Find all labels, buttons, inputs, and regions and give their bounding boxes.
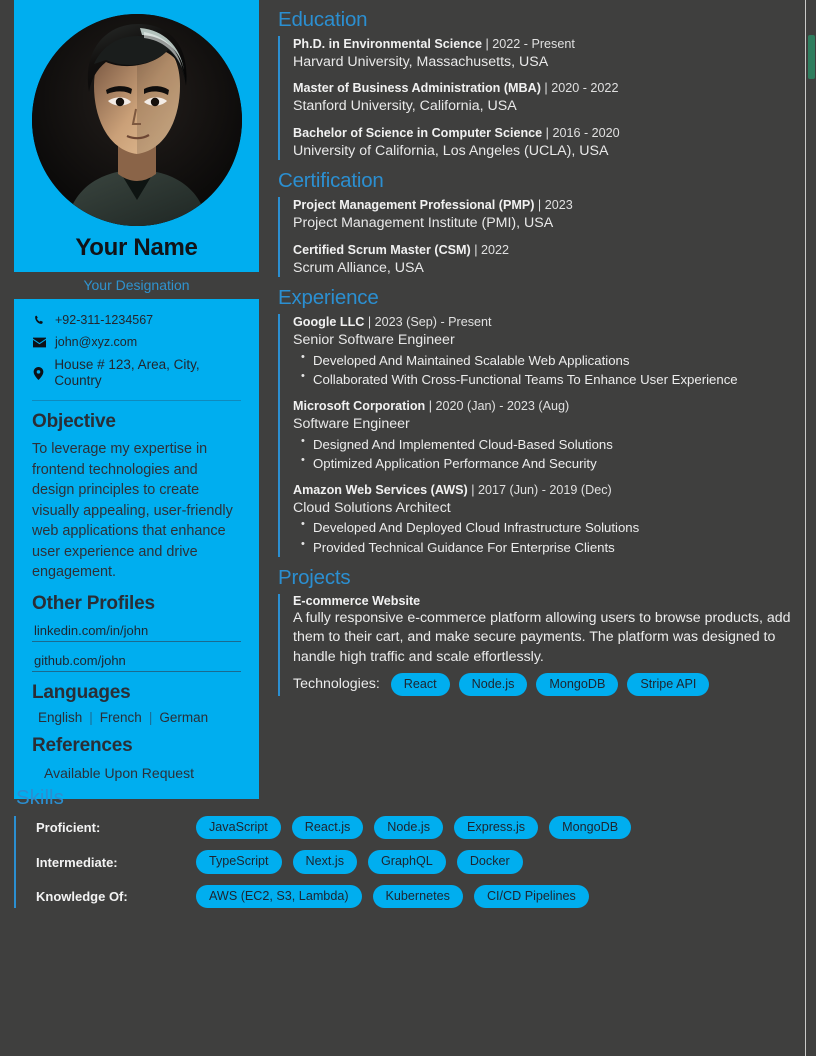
experience-entry: Microsoft Corporation | 2020 (Jan) - 2023 (Aug) Software Engineer • Designed And Implemented Cloud-Based Solutions • Optimized Application Performance And Security — [293, 398, 803, 473]
skill-pill[interactable]: GraphQL — [368, 850, 446, 873]
entry-title: Bachelor of Science in Computer Science — [293, 125, 543, 140]
references-heading: References — [32, 734, 133, 756]
languages-list — [32, 710, 241, 725]
skill-level-label: Knowledge Of: — [36, 889, 128, 905]
language-item: English — [38, 709, 83, 725]
experience-bullets — [293, 518, 803, 556]
entry-dates: 2016 - 2020 — [552, 125, 620, 140]
profile-link-linkedin[interactable]: linkedin.com/in/john — [32, 621, 241, 642]
skill-row-intermediate — [28, 850, 804, 873]
skill-pill[interactable]: AWS (EC2, S3, Lambda) — [196, 885, 362, 908]
skill-level-label: Intermediate: — [36, 854, 118, 870]
education-entry: Master of Business Administration (MBA) | 2020 - 2022 Stanford University, California, USA — [293, 80, 803, 115]
contact-address[interactable] — [32, 357, 241, 389]
tech-pill[interactable]: MongoDB — [536, 673, 618, 696]
designation: Your Designation — [14, 272, 259, 299]
education-entry: Bachelor of Science in Computer Science | 2016 - 2020 University of California, Los Angeles (UCLA), USA — [293, 125, 803, 160]
skill-pill[interactable]: Kubernetes — [373, 885, 463, 908]
skill-pill-group — [196, 885, 589, 908]
user-portrait-photo — [32, 14, 242, 226]
sidebar-body — [14, 299, 259, 799]
phone-icon — [32, 315, 46, 327]
skill-pill[interactable]: Node.js — [374, 816, 443, 839]
phone-value: +92-311-1234567 — [55, 313, 154, 327]
language-item: French — [99, 709, 142, 725]
education-section — [278, 36, 803, 160]
skill-pill[interactable]: JavaScript — [196, 816, 281, 839]
page-right-edge — [805, 0, 806, 1056]
skill-pill[interactable]: TypeScript — [196, 850, 282, 873]
education-heading: Education — [278, 8, 368, 31]
project-description: A fully responsive e-commerce platform allowing users to browse products, add them to their cart, and make secure payments. The platform was designed to handle high traffic and scale effortlessly. — [293, 609, 791, 665]
bullet-item: • Designed And Implemented Cloud-Based Solutions — [293, 435, 803, 454]
skill-pill[interactable]: Docker — [457, 850, 523, 873]
bullet-item: • Provided Technical Guidance For Enterprise Clients — [293, 538, 803, 557]
skill-pill[interactable]: MongoDB — [549, 816, 631, 839]
objective-text: To leverage my expertise in frontend technologies and design principles to create visually appealing, user-friendly web applications that enhance user experience and drive engagement. — [32, 441, 233, 581]
entry-title: Master of Business Administration (MBA) — [293, 81, 541, 96]
languages-heading: Languages — [32, 681, 131, 703]
entry-sub: Cloud Solutions Architect — [293, 499, 451, 516]
experience-bullets — [293, 435, 803, 473]
language-separator: | — [148, 709, 153, 725]
email-value: john@xyz.com — [55, 335, 138, 349]
divider — [32, 400, 241, 401]
entry-title: Ph.D. in Environmental Science — [293, 37, 482, 51]
tech-pill[interactable]: Node.js — [459, 673, 528, 696]
experience-section — [278, 314, 803, 556]
avatar — [32, 14, 242, 226]
entry-sub: Project Management Institute (PMI), USA — [293, 215, 554, 232]
entry-title: Google LLC — [293, 315, 365, 330]
experience-entry: Amazon Web Services (AWS) | 2017 (Jun) - 2019 (Dec) Cloud Solutions Architect • Developed And Deployed Cloud Infrastructure Solutions • Provided Technical Guidance For Enterprise Clients — [293, 482, 803, 557]
language-item: German — [159, 709, 209, 725]
bullet-item: • Optimized Application Performance And Security — [293, 454, 803, 473]
skills-section — [14, 786, 804, 919]
skill-level-label: Proficient: — [36, 820, 101, 836]
entry-title: Amazon Web Services (AWS) — [293, 482, 468, 497]
projects-heading: Projects — [278, 565, 351, 589]
technologies-row — [293, 673, 815, 696]
entry-title: Certified Scrum Master (CSM) — [293, 242, 471, 257]
skills-body — [14, 816, 804, 908]
entry-sub: Stanford University, California, USA — [293, 98, 517, 115]
skill-pill[interactable]: React.js — [292, 816, 364, 839]
entry-dates: 2017 (Jun) - 2019 (Dec) — [478, 482, 612, 497]
skills-heading: Skills — [16, 786, 64, 809]
technologies-label: Technologies: — [293, 676, 380, 693]
skill-row-proficient — [28, 816, 804, 839]
certification-heading: Certification — [278, 169, 384, 193]
contact-phone[interactable] — [32, 313, 241, 328]
bullet-item: • Developed And Maintained Scalable Web Applications — [293, 351, 803, 370]
bullet-item: • Developed And Deployed Cloud Infrastructure Solutions — [293, 518, 803, 537]
bullet-item: • Collaborated With Cross-Functional Teams To Enhance User Experience — [293, 370, 803, 389]
entry-sub: Harvard University, Massachusetts, USA — [293, 53, 549, 70]
experience-entry: Google LLC | 2023 (Sep) - Present Senior Software Engineer • Developed And Maintained Scalable Web Applications • Collaborated With Cross-Functional Teams To Enhance User Experience — [293, 314, 803, 389]
entry-title: Microsoft Corporation — [293, 399, 426, 414]
entry-sub: Software Engineer — [293, 415, 410, 432]
tech-pill[interactable]: React — [391, 673, 450, 696]
skill-row-knowledge — [28, 885, 804, 908]
entry-dates: 2020 - 2022 — [551, 81, 619, 96]
skill-pill-group — [196, 850, 523, 873]
references-text: Available Upon Request — [44, 764, 194, 781]
skill-pill[interactable]: Next.js — [293, 850, 358, 873]
experience-bullets — [293, 351, 803, 389]
other-profiles-heading: Other Profiles — [32, 592, 155, 614]
certification-section — [278, 197, 803, 277]
skill-pill[interactable]: Express.js — [454, 816, 538, 839]
entry-dates: 2023 (Sep) - Present — [374, 315, 492, 330]
objective-heading: Objective — [32, 411, 116, 433]
projects-section — [278, 594, 815, 696]
certification-entry: Project Management Professional (PMP) | 2023 Project Management Institute (PMI), USA — [293, 197, 803, 232]
contact-email[interactable] — [32, 335, 241, 350]
entry-sub: Scrum Alliance, USA — [293, 259, 424, 276]
entry-dates: 2022 - Present — [492, 37, 575, 51]
page-title: Your Name — [75, 234, 198, 261]
photo-block — [14, 0, 259, 272]
scrollbar-track[interactable] — [807, 0, 816, 1056]
address-value: House # 123, Area, City, Country — [54, 357, 200, 389]
sidebar — [14, 0, 259, 799]
entry-dates: 2023 — [544, 198, 573, 213]
education-entry: Ph.D. in Environmental Science | 2022 - Present Harvard University, Massachusetts, USA — [293, 36, 803, 71]
language-separator: | — [89, 709, 93, 725]
entry-dates: 2022 — [481, 242, 510, 257]
skill-pill-group — [196, 816, 631, 839]
experience-heading: Experience — [278, 286, 379, 310]
entry-sub: Senior Software Engineer — [293, 332, 455, 349]
location-pin-icon — [32, 367, 45, 380]
certification-entry: Certified Scrum Master (CSM) | 2022 Scrum Alliance, USA — [293, 242, 803, 277]
entry-title: Project Management Professional (PMP) — [293, 198, 535, 213]
envelope-icon — [32, 337, 46, 348]
profile-link-github[interactable]: github.com/john — [32, 651, 241, 672]
skill-pill[interactable]: CI/CD Pipelines — [474, 885, 589, 908]
scrollbar-thumb[interactable] — [808, 35, 815, 79]
entry-sub: University of California, Los Angeles (UCLA), USA — [293, 142, 609, 159]
project-title: E-commerce Website — [293, 593, 421, 608]
main-column — [278, 8, 803, 705]
entry-dates: 2020 (Jan) - 2023 (Aug) — [435, 399, 570, 414]
tech-pill[interactable]: Stripe API — [627, 673, 709, 696]
